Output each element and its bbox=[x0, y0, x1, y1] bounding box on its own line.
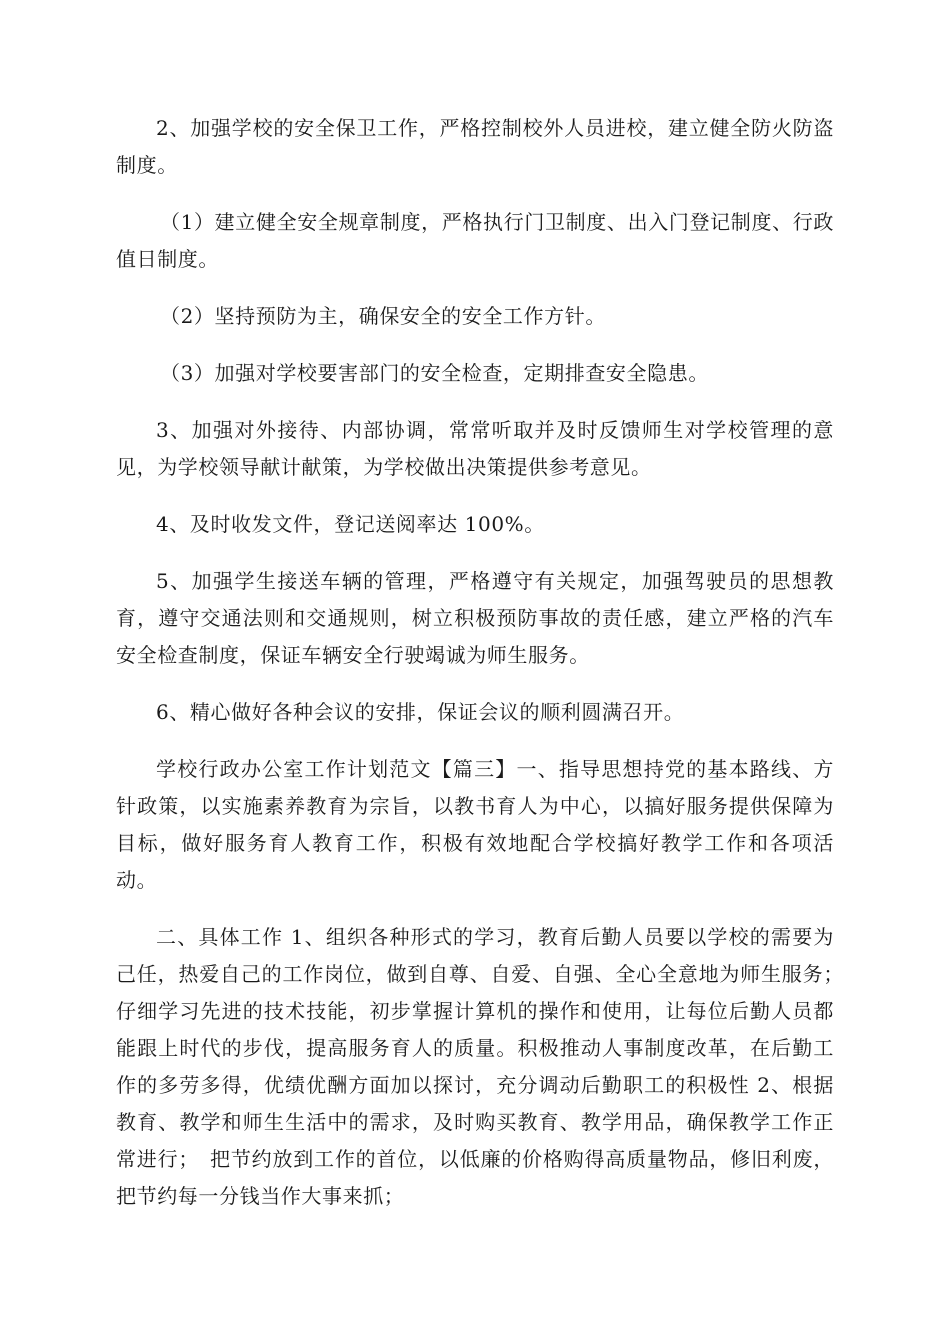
paragraph-meetings: 6、精心做好各种会议的安排，保证会议的顺利圆满召开。 bbox=[156, 700, 685, 724]
paragraph-security-item-1: （1）建立健全安全规章制度，严格执行门卫制度、出入门登记制度、行政值日制度。 bbox=[116, 210, 834, 271]
paragraph-part-three-intro: 学校行政办公室工作计划范文【篇三】一、指导思想持党的基本路线、方针政策，以实施素养教育为宗旨，以教书育人为中心，以搞好服务提供保障为目标，做好服务育人教育工作，积极有效地配合学校搞好教学工作和各项活动。 bbox=[116, 757, 834, 892]
paragraph-specific-work: 二、具体工作 1、组织各种形式的学习，教育后勤人员要以学校的需要为己任，热爱自己的工作岗位，做到自尊、自爱、自强、全心全意地为师生服务； 仔细学习先进的技术技能，初步掌握计算机的操作和使用，让每位后勤人员都能跟上时代的步伐，提高服务育人的质量。积极推动人事制度改革，在后勤工作的多劳多得，优绩优酬方面加以探讨，充分调动后勤职工的积极性 2、根据教育、教学和师生生活中的需求，及时购买教育、教学用品，确保教学工作正常进行； 把节约放到工作的首位，以低廉的价格购得高质量物品，修旧利废，把节约每一分钱当作大事来抓； bbox=[116, 925, 855, 1208]
paragraph-security-item-2: （2）坚持预防为主，确保安全的安全工作方针。 bbox=[160, 304, 606, 328]
document-body bbox=[116, 110, 855, 1235]
paragraph-security: 2、加强学校的安全保卫工作，严格控制校外人员进校，建立健全防火防盗制度。 bbox=[116, 116, 834, 177]
paragraph-vehicles: 5、加强学生接送车辆的管理，严格遵守有关规定，加强驾驶员的思想教育，遵守交通法则和交通规则，树立积极预防事故的责任感，建立严格的汽车安全检查制度，保证车辆安全行驶竭诚为师生服务。 bbox=[116, 569, 834, 667]
paragraph-security-item-3: （3）加强对学校要害部门的安全检查，定期排查安全隐患。 bbox=[160, 361, 709, 385]
paragraph-reception: 3、加强对外接待、内部协调，常常听取并及时反馈师生对学校管理的意见，为学校领导献计献策，为学校做出决策提供参考意见。 bbox=[116, 418, 834, 479]
paragraph-documents: 4、及时收发文件，登记送阅率达 100%。 bbox=[156, 512, 545, 536]
